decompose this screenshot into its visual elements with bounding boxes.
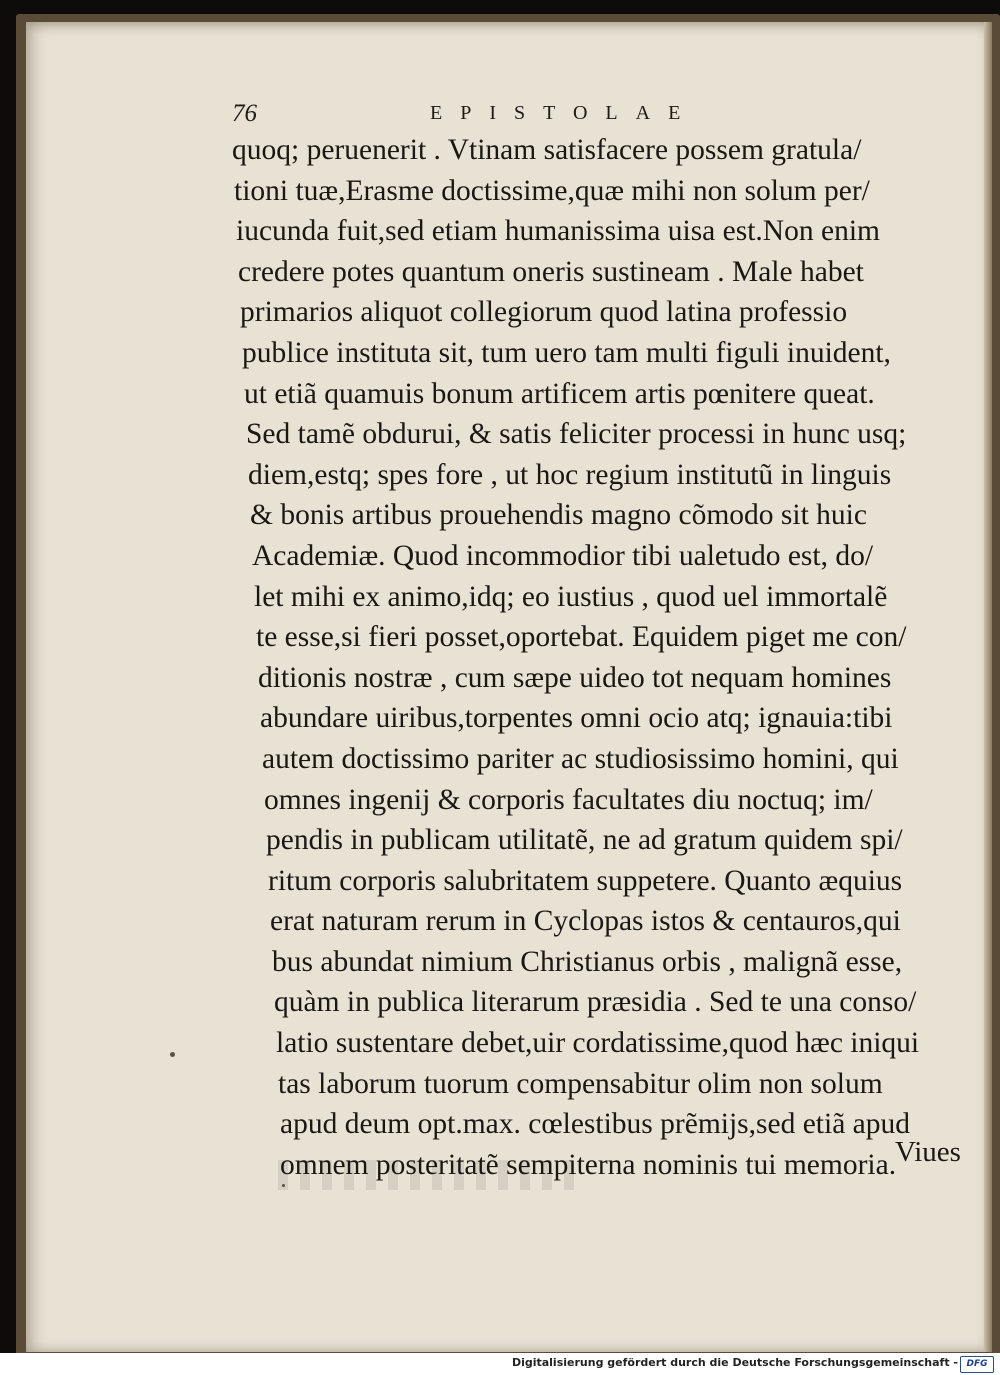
text-line: let mihi ex animo,idq; eo iustius , quod uel immortalẽ — [254, 580, 888, 613]
catchword: Viues — [895, 1136, 961, 1168]
text-line: quàm in publica literarum præsidia . Sed te una conso/ — [274, 986, 917, 1019]
page-fore-edge — [984, 22, 992, 1352]
text-line: te esse,si fieri posset,oportebat. Equidem piget me con/ — [256, 621, 907, 654]
text-line: apud deum opt.max. cœlestibus prẽmijs,sed etiã apud — [280, 1108, 911, 1141]
text-line: & bonis artibus prouehendis magno cõmodo sit huic — [250, 499, 867, 532]
running-head: EPISTOLAE — [430, 102, 699, 124]
text-line: bus abundat nimium Christianus orbis , malignã esse, — [272, 945, 903, 978]
text-line: primarios aliquot collegiorum quod latina professio — [240, 296, 848, 329]
footer-bar — [0, 1353, 1000, 1375]
text-line: omnem posteritatẽ sempiterna nominis tui memoria. — [280, 1148, 897, 1181]
text-line: pendis in publicam utilitatẽ, ne ad gratum quidem spi/ — [266, 824, 903, 857]
text-line: diem,estq; spes fore , ut hoc regium institutũ in linguis — [248, 458, 892, 491]
text-line: ditionis nostræ , cum sæpe uideo tot nequam homines — [258, 661, 892, 694]
text-line: latio sustentare debet,uir cordatissime,quod hæc iniqui — [276, 1027, 920, 1060]
text-line: erat naturam rerum in Cyclopas istos & centauros,qui — [270, 905, 901, 938]
text-line: omnes ingenij & corporis facultates diu noctuq; im/ — [264, 783, 873, 816]
ink-speck — [282, 1184, 285, 1187]
text-line: ut etiã quamuis bonum artificem artis pœnitere queat. — [244, 377, 875, 410]
footer-credit: Digitalisierung gefördert durch die Deutsche Forschungsgemeinschaft - — [511, 1356, 958, 1369]
text-line: ritum corporis salubritatem suppetere. Quanto æquius — [268, 864, 903, 897]
text-line: iucunda fuit,sed etiam humanissima uisa est.Non enim — [236, 215, 880, 248]
text-line: tas laborum tuorum compensabitur olim non solum — [278, 1067, 883, 1100]
text-line: Academiæ. Quod incommodior tibi ualetudo est, do/ — [252, 539, 874, 572]
text-block — [232, 130, 970, 1185]
page-number: 76 — [232, 100, 257, 127]
ink-speck — [170, 1052, 175, 1057]
text-line: Sed tamẽ obdurui, & satis feliciter processi in hunc usq; — [246, 418, 907, 451]
text-line: publice instituta sit, tum uero tam multi figuli inuident, — [242, 336, 891, 369]
text-line: abundare uiribus,torpentes omni ocio atq; ignauia:tibi — [260, 702, 893, 735]
text-line: tioni tuæ,Erasme doctissime,quæ mihi non solum per/ — [234, 174, 870, 207]
text-line: credere potes quantum oneris sustineam . Male habet — [238, 255, 864, 288]
text-line: autem doctissimo pariter ac studiosissimo homini, qui — [262, 742, 899, 775]
dfg-logo-icon: DFG — [960, 1356, 994, 1373]
ink-show-through — [278, 1160, 578, 1190]
text-line: quoq; peruenerit . Vtinam satisfacere possem gratula/ — [232, 134, 862, 166]
